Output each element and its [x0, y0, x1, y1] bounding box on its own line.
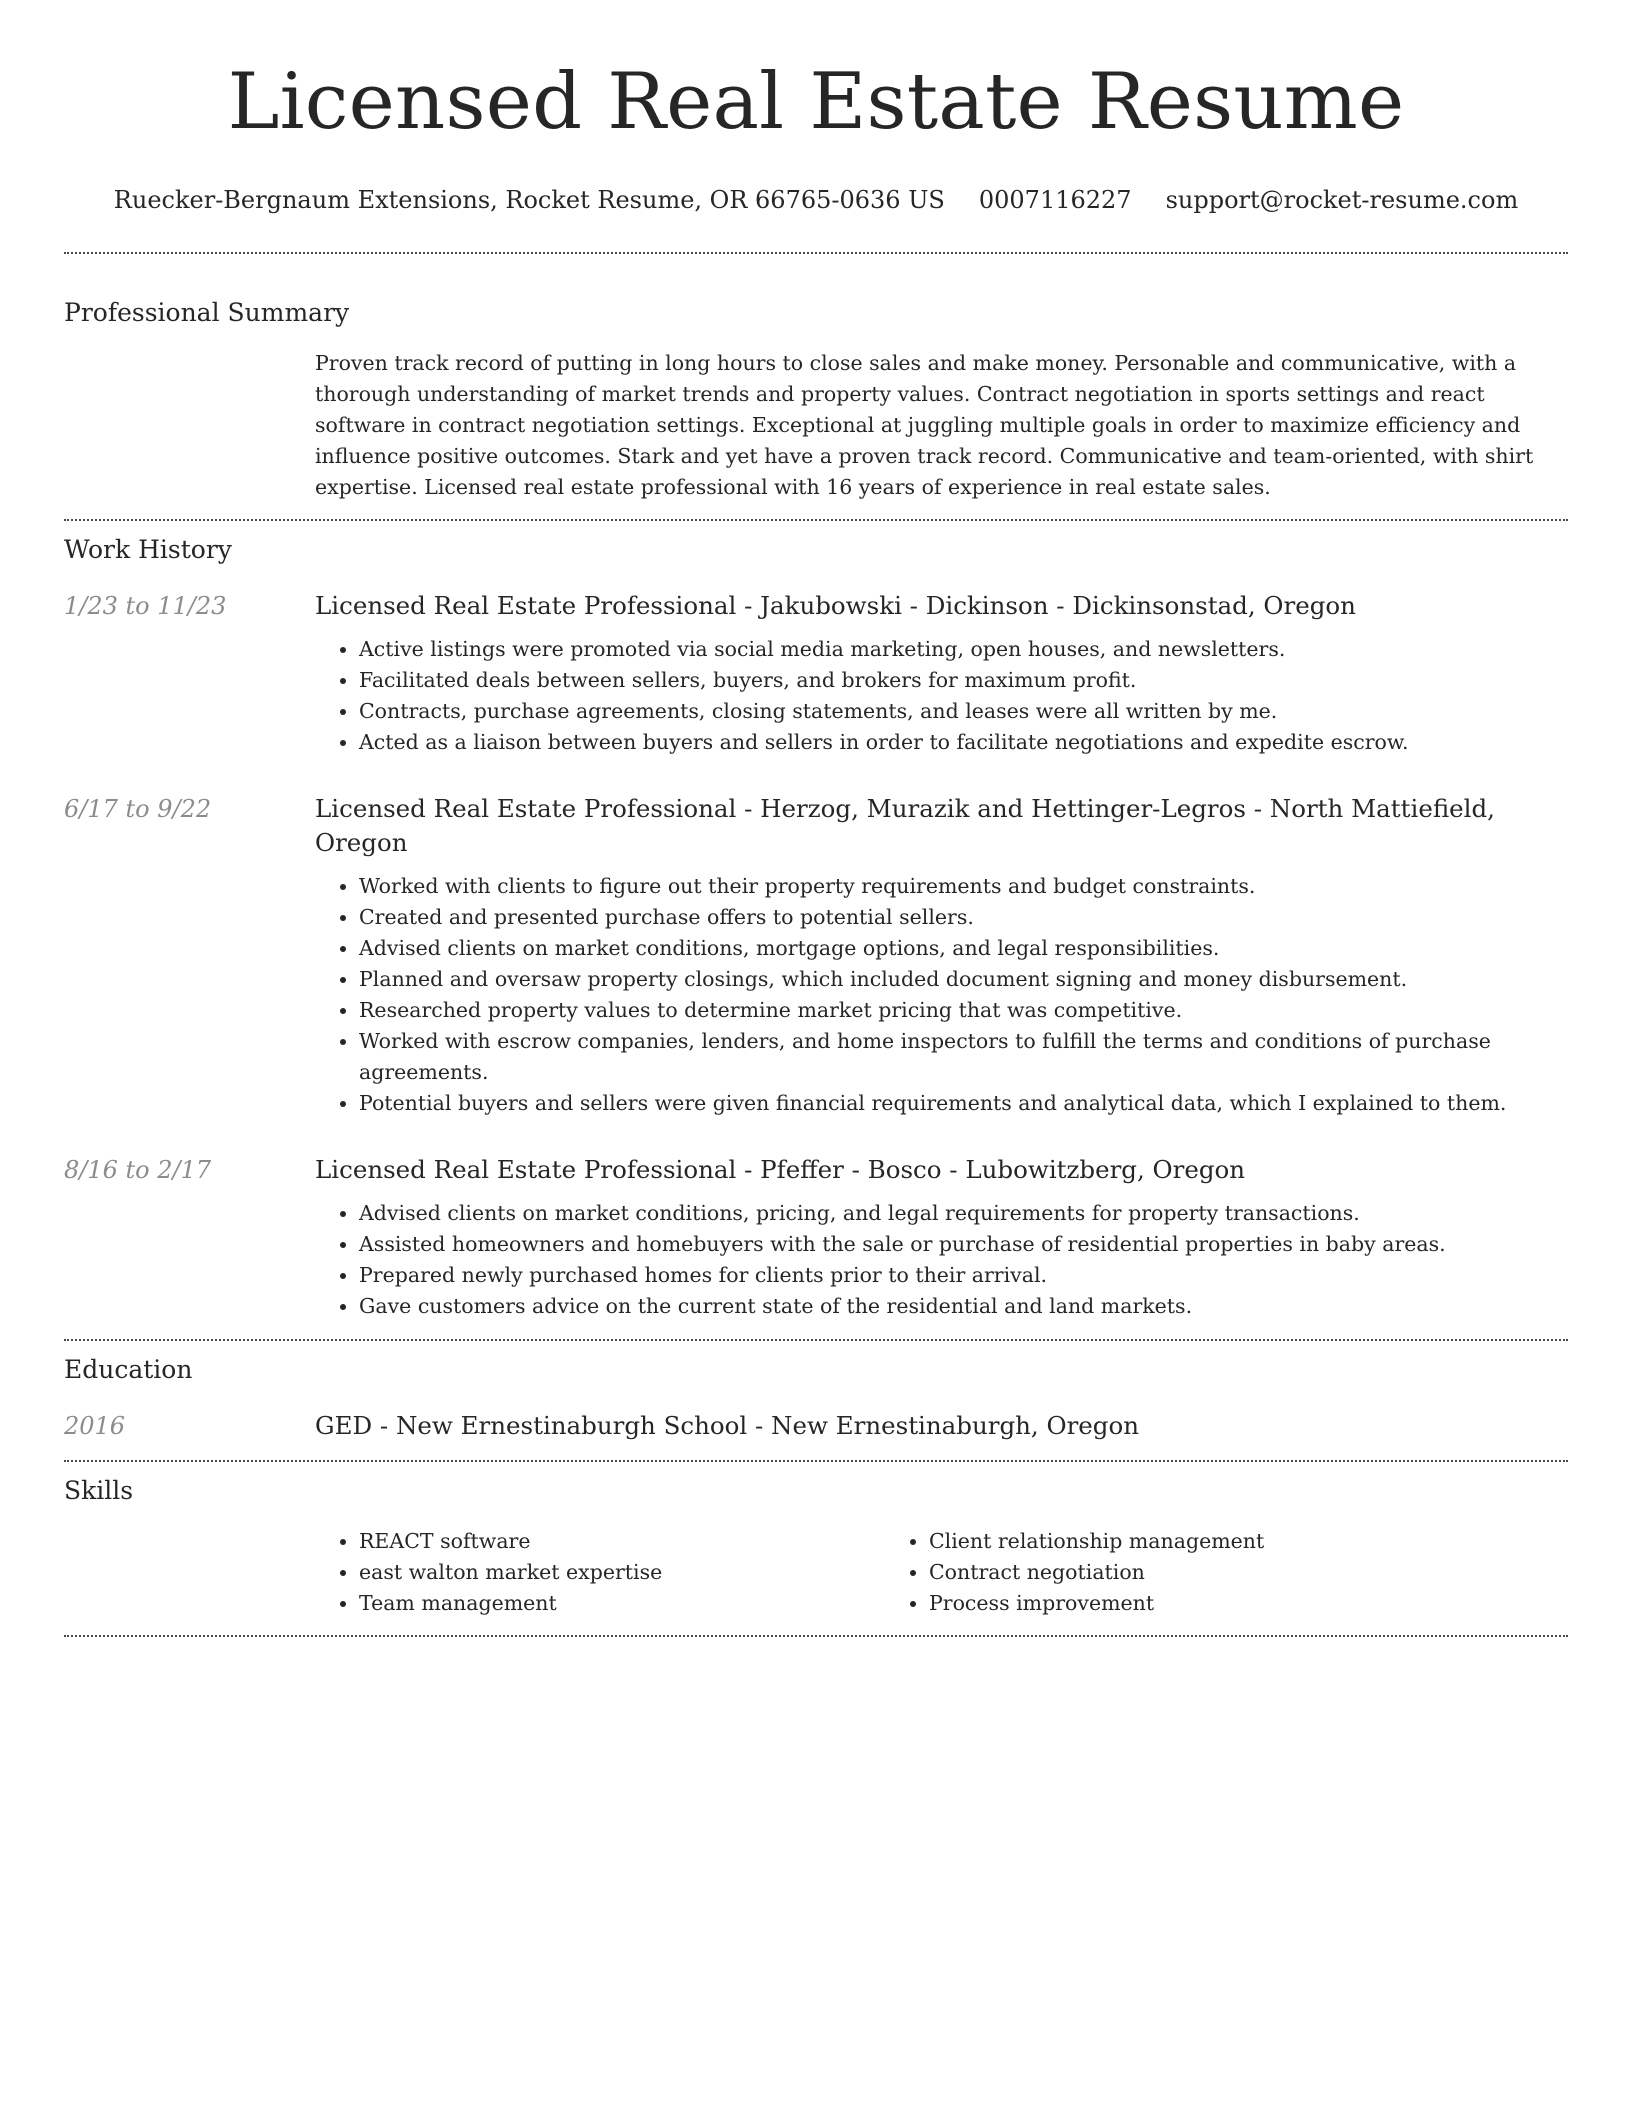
list-item: • Active listings were promoted via social media marketing, open houses, and newsletters.: [359, 634, 1568, 665]
skill-item: • Process improvement: [929, 1588, 1455, 1619]
list-item: • Assisted homeowners and homebuyers with the sale or purchase of residential properties in baby areas.: [359, 1229, 1568, 1260]
job-title: Licensed Real Estate Professional - Herzog, Murazik and Hettinger-Legros - North Mattiefield, Oregon: [315, 794, 1495, 857]
education-entry: [64, 1409, 1568, 1443]
section-title-work-history: Work History: [64, 535, 232, 564]
skill-item: • east walton market expertise: [359, 1557, 885, 1588]
job-bullets: [315, 634, 1568, 758]
list-item: • Researched property values to determine market pricing that was competitive.: [359, 995, 1568, 1026]
summary-divider: [64, 519, 1568, 521]
education-date: 2016: [64, 1412, 126, 1440]
job-title: Licensed Real Estate Professional - Jakubowski - Dickinson - Dickinsonstad, Oregon: [315, 591, 1356, 620]
list-item: • Advised clients on market conditions, pricing, and legal requirements for property transactions.: [359, 1198, 1568, 1229]
job-date: 6/17 to 9/22: [64, 795, 212, 823]
section-title-skills: Skills: [64, 1476, 134, 1505]
skills-divider: [64, 1635, 1568, 1637]
job-details: [315, 1153, 1568, 1322]
skills-section: [64, 1474, 1568, 1619]
section-title-education: Education: [64, 1355, 193, 1384]
contact-line: [64, 184, 1568, 216]
section-title-summary: Professional Summary: [64, 298, 350, 327]
job-title: Licensed Real Estate Professional - Pfeffer - Bosco - Lubowitzberg, Oregon: [315, 1155, 1246, 1184]
education-section: [64, 1353, 1568, 1443]
professional-summary-section: [64, 296, 1568, 503]
list-item: • Facilitated deals between sellers, buyers, and brokers for maximum profit.: [359, 665, 1568, 696]
education-details: GED - New Ernestinaburgh School - New Ernestinaburgh, Oregon: [315, 1411, 1139, 1440]
resume-header: [64, 0, 1568, 216]
list-item: • Planned and oversaw property closings, which included document signing and money disbursement.: [359, 964, 1568, 995]
job-details: [315, 589, 1568, 758]
job-bullets: [315, 871, 1568, 1119]
work-history-divider: [64, 1339, 1568, 1341]
list-item: • Worked with clients to figure out their property requirements and budget constraints.: [359, 871, 1568, 902]
list-item: • Worked with escrow companies, lenders, and home inspectors to fulfill the terms and conditions of purchase agreements.: [359, 1026, 1568, 1088]
list-item: • Gave customers advice on the current state of the residential and land markets.: [359, 1291, 1568, 1322]
list-item: • Contracts, purchase agreements, closing statements, and leases were all written by me.: [359, 696, 1568, 727]
list-item: • Advised clients on market conditions, mortgage options, and legal responsibilities.: [359, 933, 1568, 964]
job-entry: [64, 792, 1568, 1119]
job-bullets: [315, 1198, 1568, 1322]
job-date: 1/23 to 11/23: [64, 592, 227, 620]
contact-address: Ruecker-Bergnaum Extensions, Rocket Resume, OR 66765-0636 US: [113, 186, 945, 214]
list-item: • Potential buyers and sellers were given financial requirements and analytical data, which I explained to them.: [359, 1088, 1568, 1119]
education-divider: [64, 1460, 1568, 1462]
skill-item: • REACT software: [359, 1526, 885, 1557]
skills-column-right: [885, 1526, 1455, 1619]
list-item: • Acted as a liaison between buyers and sellers in order to facilitate negotiations and expedite escrow.: [359, 727, 1568, 758]
skills-list: [315, 1526, 1568, 1619]
skill-item: • Contract negotiation: [929, 1557, 1455, 1588]
job-date: 8/16 to 2/17: [64, 1156, 212, 1184]
page-title: Licensed Real Estate Resume: [227, 57, 1405, 147]
skills-column-left: [315, 1526, 885, 1619]
skill-item: • Team management: [359, 1588, 885, 1619]
contact-phone: 0007116227: [978, 186, 1132, 214]
summary-text: Proven track record of putting in long hours to close sales and make money. Personable and communicative, with a thorough understanding of market trends and property values. Contract negotiation in sports settings and react software in contract negotiation settings. Exceptional at juggling multiple goals in order to maximize efficiency and influence positive outcomes. Stark and yet have a proven track record. Communicative and team-oriented, with shirt expertise. Licensed real estate professional with 16 years of experience in real estate sales.: [315, 351, 1534, 499]
skill-item: • Client relationship management: [929, 1526, 1455, 1557]
contact-email: support@rocket-resume.com: [1165, 186, 1519, 214]
job-entry: [64, 1153, 1568, 1322]
work-history-section: [64, 533, 1568, 1322]
job-entry: [64, 589, 1568, 758]
job-details: [315, 792, 1568, 1119]
list-item: • Created and presented purchase offers to potential sellers.: [359, 902, 1568, 933]
header-divider: [64, 252, 1568, 254]
list-item: • Prepared newly purchased homes for clients prior to their arrival.: [359, 1260, 1568, 1291]
